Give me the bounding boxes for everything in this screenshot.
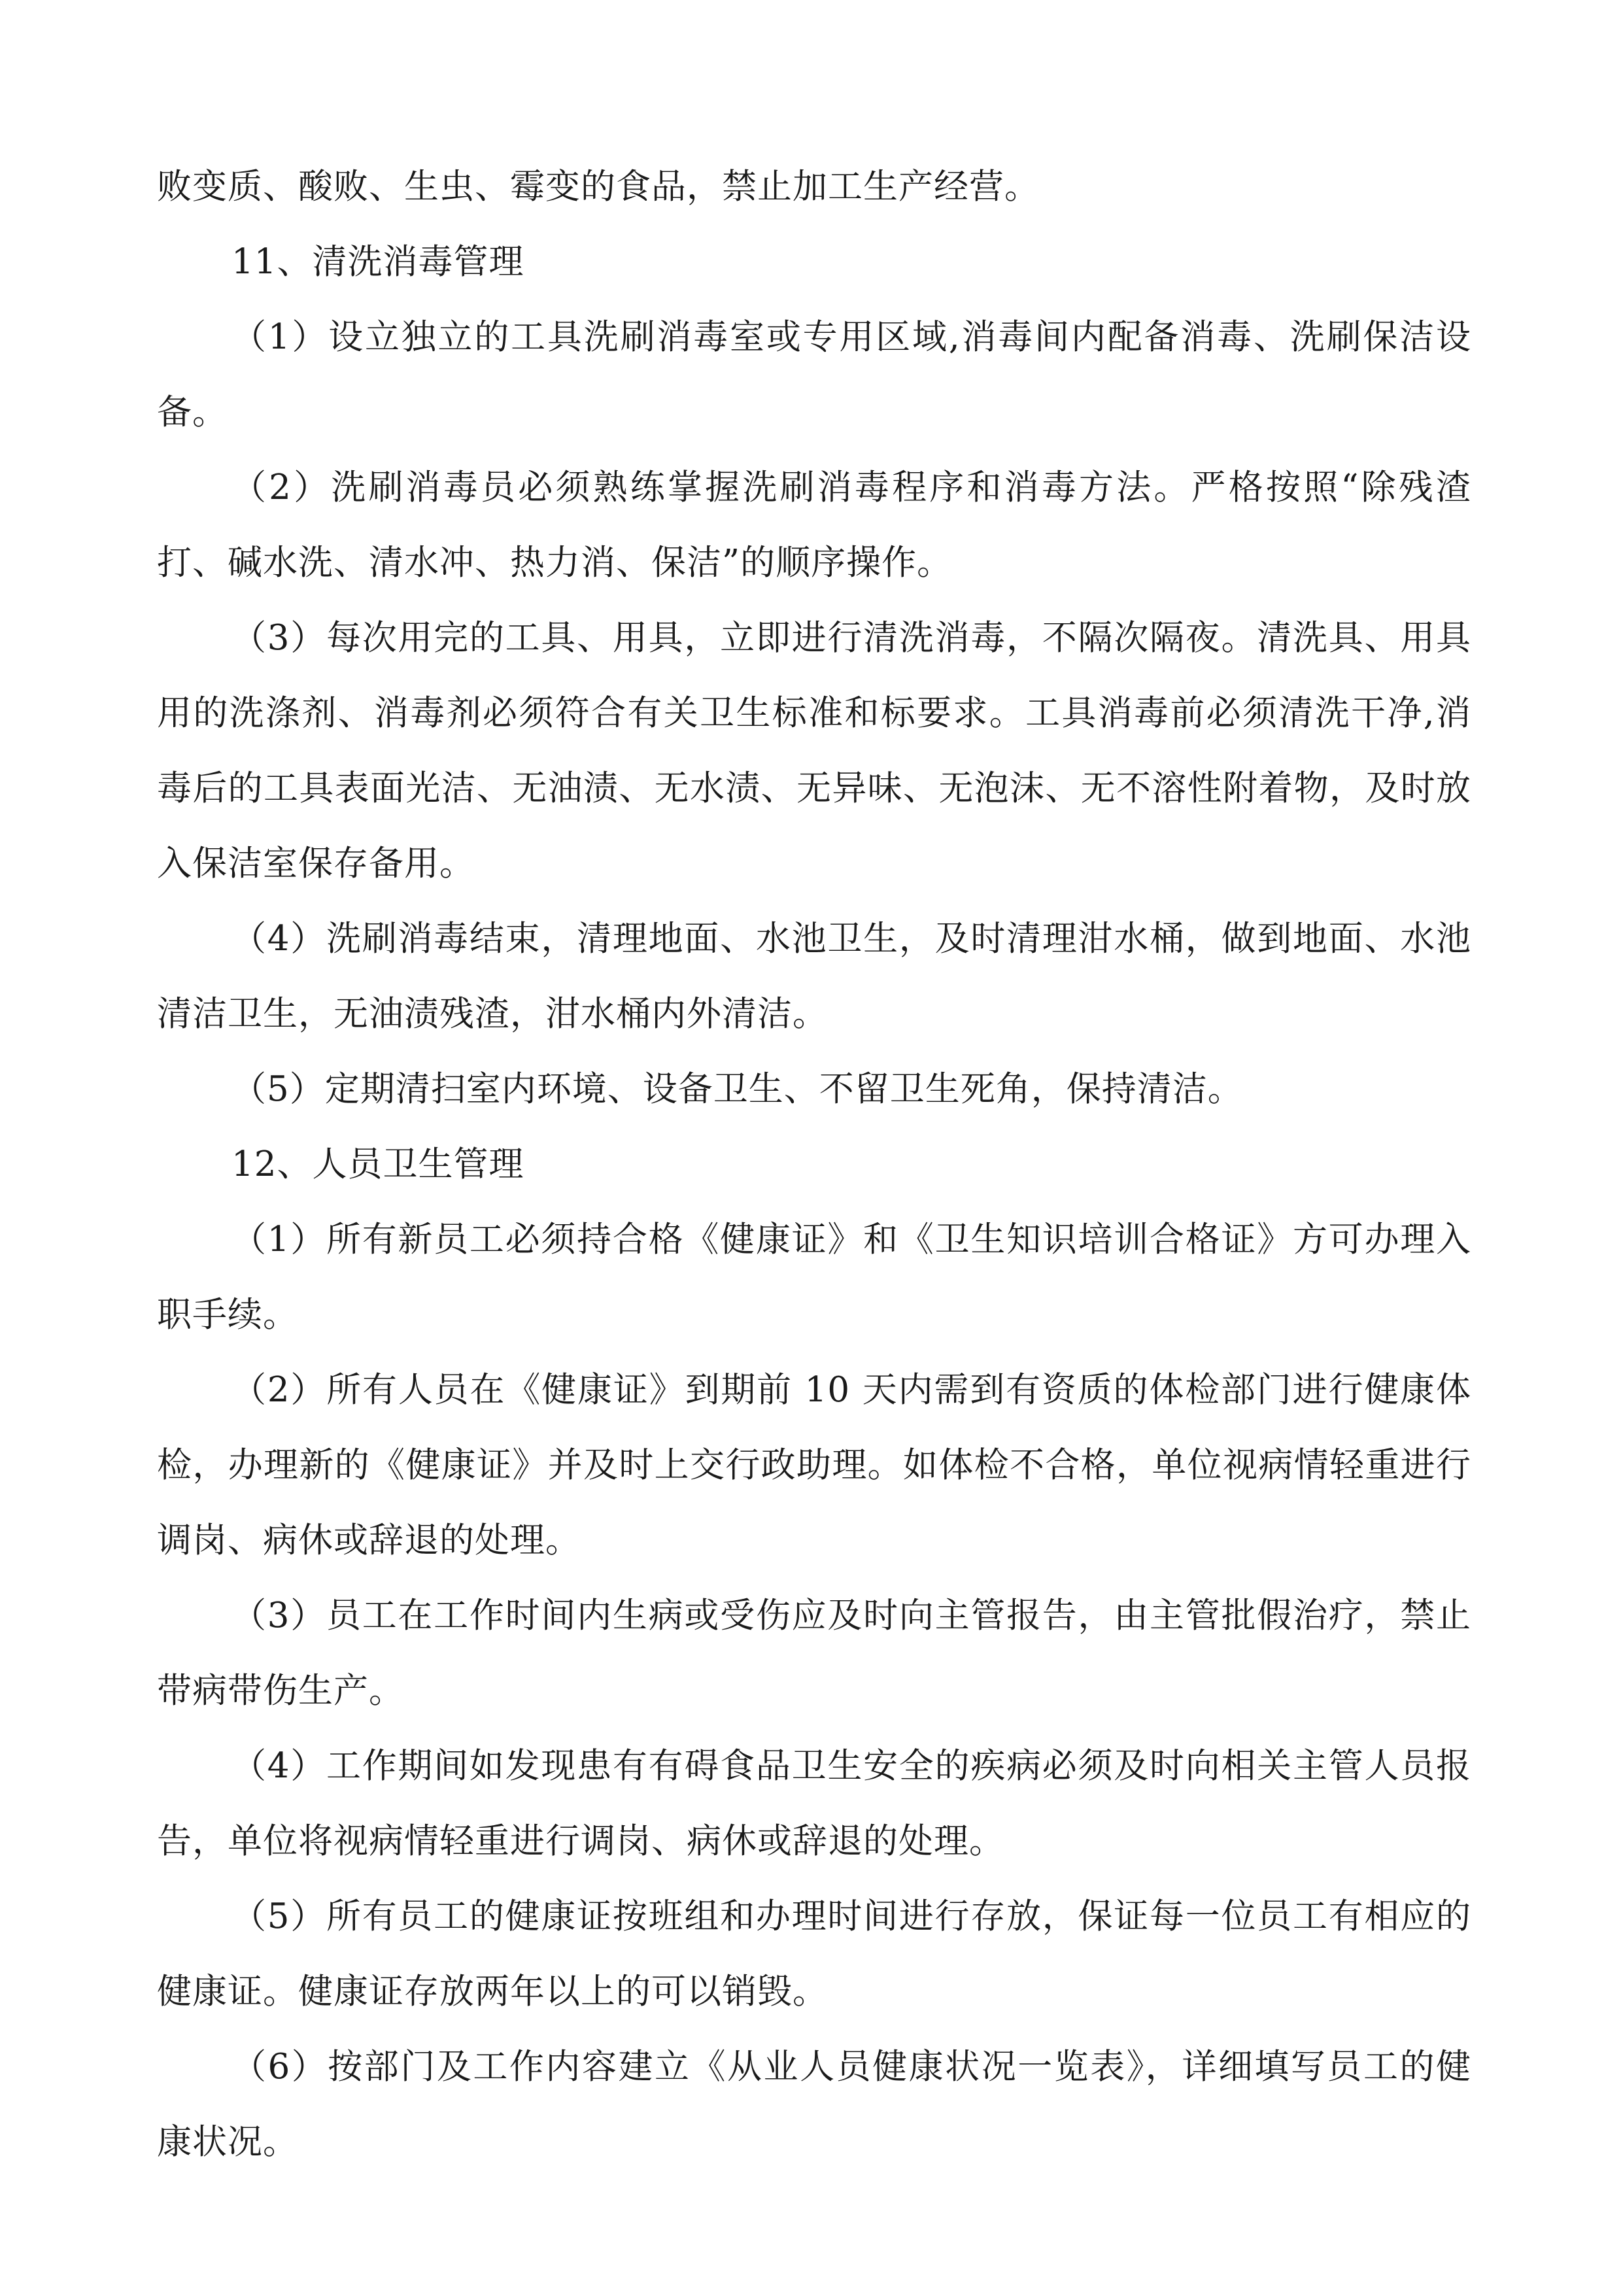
paragraph-item: （3）员工在工作时间内生病或受伤应及时向主管报告，由主管批假治疗，禁止带病带伤生产。 <box>157 1596 1471 1711</box>
paragraph-continuation: 败变质、酸败、生虫、霉变的食品，禁止加工生产经营。 <box>157 167 1040 207</box>
paragraph-item: （1）所有新员工必须持合格《健康证》和《卫生知识培训合格证》方可办理入职手续。 <box>157 1220 1471 1335</box>
paragraph-item: （4）工作期间如发现患有有碍食品卫生安全的疾病必须及时向相关主管人员报告，单位将视病情轻重进行调岗、病休或辞退的处理。 <box>157 1746 1471 1861</box>
paragraph-item: （5）定期清扫室内环境、设备卫生、不留卫生死角，保持清洁。 <box>231 1069 1243 1109</box>
paragraph-item: （4）洗刷消毒结束，清理地面、水池卫生，及时清理泔水桶，做到地面、水池清洁卫生，无油渍残渣，泔水桶内外清洁。 <box>157 919 1471 1034</box>
section-heading-cleaning-disinfection: 11、清洗消毒管理 <box>231 242 524 282</box>
paragraph-item: （1）设立独立的工具洗刷消毒室或专用区域,消毒间内配备消毒、洗刷保洁设备。 <box>157 317 1471 432</box>
paragraph-item: （5）所有员工的健康证按班组和办理时间进行存放，保证每一位员工有相应的健康证。健康证存放两年以上的可以销毁。 <box>157 1896 1471 2012</box>
paragraph-item: （3）每次用完的工具、用具，立即进行清洗消毒，不隔次隔夜。清洗具、用具用的洗涤剂、消毒剂必须符合有关卫生标准和标要求。工具消毒前必须清洗干净,消毒后的工具表面光洁、无油渍、无水渍、无异味、无泡沫、无不溶性附着物，及时放入保洁室保存备用。 <box>157 618 1471 883</box>
paragraph-item: （6）按部门及工作内容建立《从业人员健康状况一览表》，详细填写员工的健康状况。 <box>157 2047 1471 2162</box>
section-heading-personnel-hygiene: 12、人员卫生管理 <box>231 1144 524 1184</box>
paragraph-item: （2）所有人员在《健康证》到期前 10 天内需到有资质的体检部门进行健康体检，办理新的《健康证》并及时上交行政助理。如体检不合格，单位视病情轻重进行调岗、病休或辞退的处理。 <box>157 1370 1471 1560</box>
document-body <box>157 149 1471 2180</box>
paragraph-item: （2）洗刷消毒员必须熟练掌握洗刷消毒程序和消毒方法。严格按照“除残渣打、碱水洗、清水冲、热力消、保洁”的顺序操作。 <box>157 468 1471 583</box>
